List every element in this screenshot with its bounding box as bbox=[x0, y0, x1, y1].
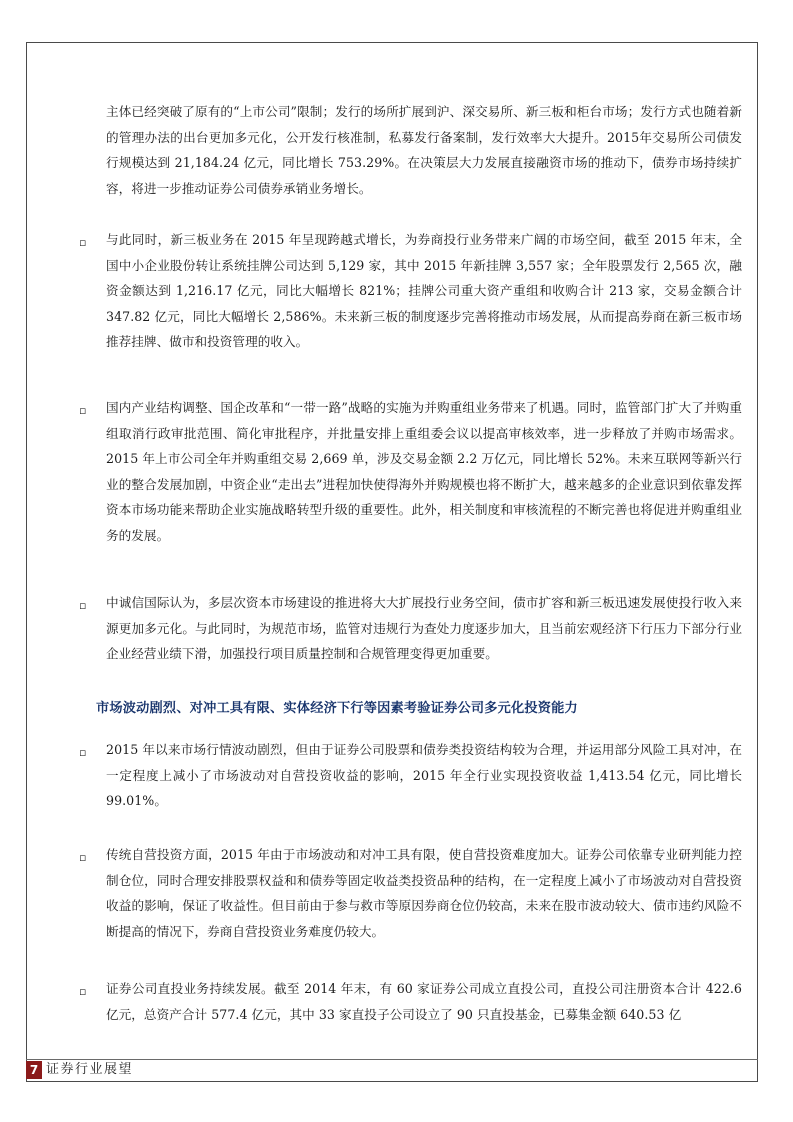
paragraph-neeq: 与此同时，新三板业务在 2015 年呈现跨越式增长，为券商投行业务带来广阔的市场空间，截至 2015 年末，全国中小企业股份转让系统挂牌公司达到 5,129 家，其中 2015 年新挂牌 3,557 家；全年股票发行 2,565 次，融资金额达到 1,216.17 亿元，同比大幅增长 821%；挂牌公司重大资产重组和收购合计 213 家，交易金额合计 347.82 亿元，同比大幅增长 2,586%。未来新三板的制度逐步完善将推动市场发展，从而提高券商在新三板市场推荐挂牌、做市和投资管理的收入。 bbox=[106, 232, 742, 349]
section-heading: 市场波动剧烈、对冲工具有限、实体经济下行等因素考验证券公司多元化投资能力 bbox=[96, 701, 578, 716]
footer-divider bbox=[26, 1059, 758, 1060]
paragraph-investment-income: 2015 年以来市场行情波动剧烈，但由于证券公司股票和债券类投资结构较为合理，并运用部分风险工具对冲，在一定程度上减小了市场波动对自营投资收益的影响，2015 年全行业实现投资收益 1,413.54 亿元，同比增长 99.01%。 bbox=[106, 742, 742, 808]
page-number: 7 bbox=[26, 1061, 42, 1079]
paragraph-ccxi-view: 中诚信国际认为，多层次资本市场建设的推进将大大扩展投行业务空间，债市扩容和新三板迅速发展使投行收入来源更加多元化。与此同时，为规范市场，监管对违规行为查处力度逐步加大，且当前宏观经济下行压力下部分行业企业经营业绩下滑，加强投行项目质量控制和合规管理变得更加重要。 bbox=[106, 595, 742, 661]
paragraph-mergers: 国内产业结构调整、国企改革和“一带一路”战略的实施为并购重组业务带来了机遇。同时，监管部门扩大了并购重组取消行政审批范围、简化审批程序，并批量安排上重组委会议以提高审核效率，进一步释放了并购市场需求。2015 年上市公司全年并购重组交易 2,669 单，涉及交易金额 2.2 万亿元，同比增长 52%。未来互联网等新兴行业的整合发展加剧，中资企业“走出去”进程加快使得海外并购规模也将不断扩大，越来越多的企业意识到依靠发挥资本市场功能来帮助企业实施战略转型升级的重要性。此外，相关制度和审核流程的不断完善也将促进并购重组业务的发展。 bbox=[106, 400, 742, 543]
footer-title: 证券行业展望 bbox=[46, 1062, 134, 1077]
bullet-marker bbox=[79, 237, 86, 248]
paragraph-bond-issuance: 主体已经突破了原有的“上市公司”限制；发行的场所扩展到沪、深交易所、新三板和柜台市场；发行方式也随着新的管理办法的出台更加多元化，公开发行核准制，私募发行备案制，发行效率大大提升。2015年交易所公司债发行规模达到 21,184.24 亿元，同比增长 753.29%。在决策层大力发展直接融资市场的推动下，债券市场持续扩容，将进一步推动证券公司债券承销业务增长。 bbox=[106, 104, 742, 196]
bullet-marker bbox=[79, 747, 86, 758]
paragraph-direct-investment: 证券公司直投业务持续发展。截至 2014 年末，有 60 家证券公司成立直投公司，直投公司注册资本合计 422.6 亿元，总资产合计 577.4 亿元，其中 33 家直投子公司设立了 90 只直投基金，已募集金额 640.53 亿 bbox=[106, 981, 742, 1022]
paragraph-proprietary-trading: 传统自营投资方面，2015 年由于市场波动和对冲工具有限，使自营投资难度加大。证券公司依靠专业研判能力控制仓位，同时合理安排股票权益和和债券等固定收益类投资品种的结构，在一定程度上减小了市场波动对自营投资收益的影响，保证了收益性。但目前由于参与救市等原因券商仓位仍较高，未来在股市波动较大、债市违约风险不断提高的情况下，券商自营投资业务难度仍较大。 bbox=[106, 847, 742, 939]
bullet-marker bbox=[79, 986, 86, 997]
bullet-marker bbox=[79, 405, 86, 416]
bullet-marker bbox=[79, 600, 86, 611]
bullet-marker bbox=[79, 852, 86, 863]
